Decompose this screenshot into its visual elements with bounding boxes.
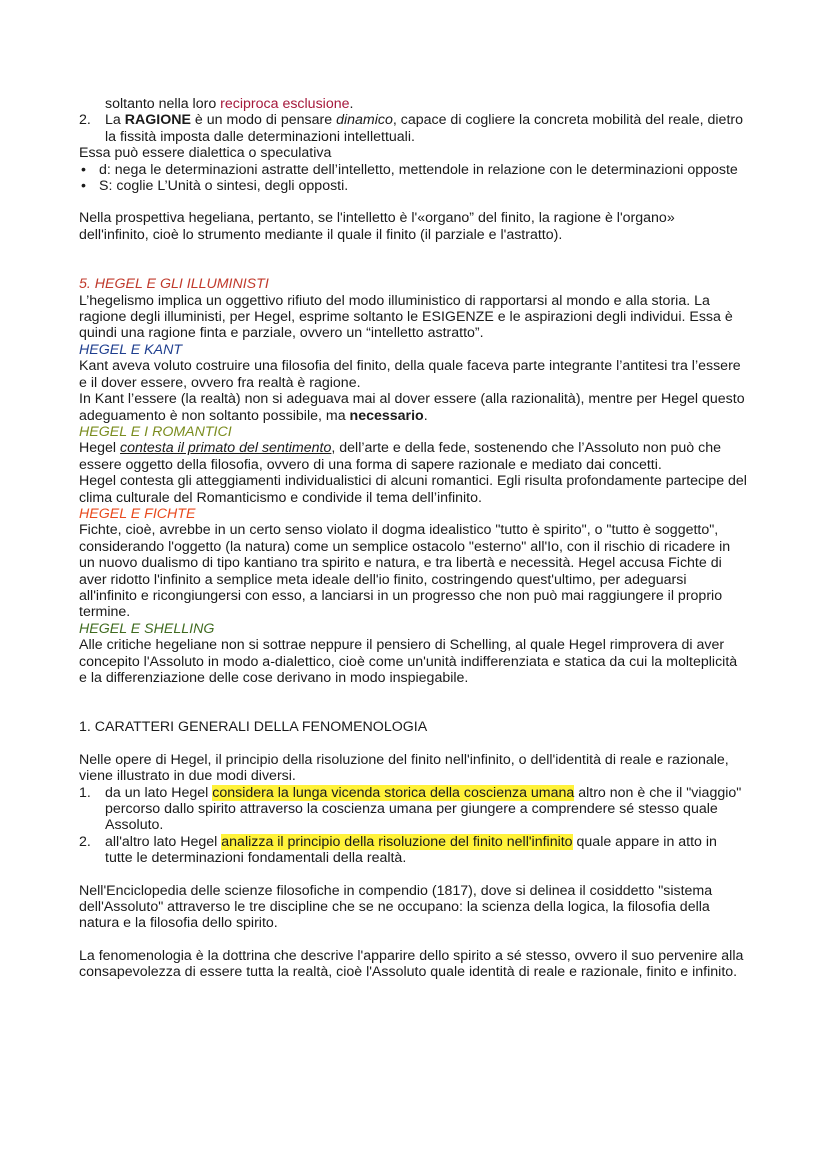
document-page [79, 96, 747, 981]
bullet-icon: • [81, 178, 86, 195]
list-item-ragione: 2. La RAGIONE è un modo di pensare dinamico, capace di cogliere la concreta mobilità del reale, dietro la fissità imposta dalle determinazioni intellettuali. [79, 112, 744, 145]
underlined-phrase: contesta il primato del sentimento [120, 440, 332, 457]
section-heading-illuministi: 5. HEGEL E GLI ILLUMINISTI [79, 276, 269, 293]
subheading-kant: HEGEL E KANT [79, 341, 183, 358]
bullet-item-d: • d: nega le determinazioni astratte dell’intelletto, mettendole in relazione con le determinazioni opposte [81, 161, 738, 178]
bullet-icon: • [81, 161, 86, 178]
list-item-1: 1. da un lato Hegel considera la lunga vicenda storica della coscienza umana altro non è che il "viaggio" percorso dallo spirito attraverso la coscienza umana per giungere a comprendere sé stesso quale Assoluto. [79, 784, 742, 834]
bullet-item-s: • S: coglie L’Unità o sintesi, degli opposti. [81, 178, 349, 195]
kant-paragraph-1: Kant aveva voluto costruire una filosofia del finito, della quale faceva parte integrante l’antitesi tra l’essere e il dover essere, ovvero fra realtà è ragione. [79, 358, 741, 391]
reciproca-esclusione-text: reciproca esclusione [220, 96, 350, 112]
illuministi-paragraph: L’hegelismo implica un oggettivo rifiuto del modo illuministico di rapportarsi al mondo e alla storia. La ragione degli illuministi, per Hegel, esprime soltanto le ESIGENZE e le aspirazioni degli individui. Essa è quindi una ragione finta e parziale, ovvero un “intelletto astratto”. [79, 292, 733, 342]
list-item-2: 2. all'altro lato Hegel analizza il principio della risoluzione del finito nell'infinito quale appare in atto in tutte le determinazioni fondamentali della realtà. [79, 833, 717, 867]
shelling-paragraph: Alle critiche hegeliane non si sottrae neppure il pensiero di Schelling, al quale Hegel rimprovera di aver concepito l'Assoluto in modo a-dialettico, cioè come un'unità indifferenziata e statica da cui la molteplicità e la differenziazione delle cose derivano in modo inspiegabile. [79, 637, 738, 686]
kant-paragraph-2: In Kant l’essere (la realtà) non si adeguava mai al dover essere (alla razionalità), mentre per Hegel questo adeguamento è non soltanto possibile, ma necessario. [79, 391, 745, 424]
fichte-paragraph: Fichte, cioè, avrebbe in un certo senso violato il dogma idealistico "tutto è spirito", o "tutto è soggetto", considerando l'oggetto (la natura) come un semplice ostacolo "esterno" all'Io, con il rischio di ricadere in un nuovo dualismo di tipo kantiano tra spirito e natura, e tra libertà e necessità. Hegel accusa Fichte di aver ridotto l'infinito a semplice meta ideale dell'io finito, costringendo quest'ultimo, per adeguarsi all'infinito e ricongiungersi con esso, a lanciarsi in un progresso che non può mai raggiungere il proprio termine. [79, 522, 731, 621]
romantici-paragraph-1: Hegel contesta il primato del sentimento, dell’arte e della fede, sostenendo che l’Assoluto non può che essere oggetto della filosofia, ovvero di una forma di sapere razionale e mediato dai concetti. [79, 440, 722, 473]
fenomenologia-intro: Nelle opere di Hegel, il principio della risoluzione del finito nell'infinito, o dell'identità di reale e razionale, viene illustrato in due modi diversi. [79, 751, 729, 785]
prospettiva-paragraph: Nella prospettiva hegeliana, pertanto, se l'intelletto è l'«organo” del finito, la ragione è l'organo» dell'infinito, cioè lo strumento mediante il quale il finito (il parziale e l'astratto). [79, 210, 675, 243]
continuation-line: soltanto nella loro reciproca esclusione. [105, 96, 354, 112]
section-heading-fenomenologia: 1. CARATTERI GENERALI DELLA FENOMENOLOGIA [79, 719, 428, 736]
fenomenologia-definition: La fenomenologia è la dottrina che descrive l'apparire dello spirito a sé stesso, ovvero il suo pervenire alla consapevolezza di essere tutta la realtà, cioè l'Assoluto quale identità di reale e razionale, finito e infinito. [79, 947, 744, 981]
enciclopedia-paragraph: Nell'Enciclopedia delle scienze filosofiche in compendio (1817), dove si delinea il cosiddetto "sistema dell'Assoluto" attraverso le tre discipline che se ne occupano: la scienza della logica, la filosofia della natura e la filosofia dello spirito. [79, 882, 713, 932]
subheading-shelling: HEGEL E SHELLING [79, 620, 215, 637]
highlighted-phrase: considera la lunga vicenda storica della coscienza umana [212, 784, 575, 801]
romantici-paragraph-2: Hegel contesta gli atteggiamenti individualistici di alcuni romantici. Egli risulta profondamente partecipe del clima culturale del Romanticismo e condivide il tema dell’infinito. [79, 473, 747, 506]
essa-line: Essa può essere dialettica o speculativa [79, 145, 332, 162]
subheading-fichte: HEGEL E FICHTE [79, 505, 196, 522]
highlighted-phrase: analizza il principio della risoluzione del finito nell'infinito [221, 833, 573, 850]
subheading-romantici: HEGEL E I ROMANTICI [79, 423, 232, 440]
